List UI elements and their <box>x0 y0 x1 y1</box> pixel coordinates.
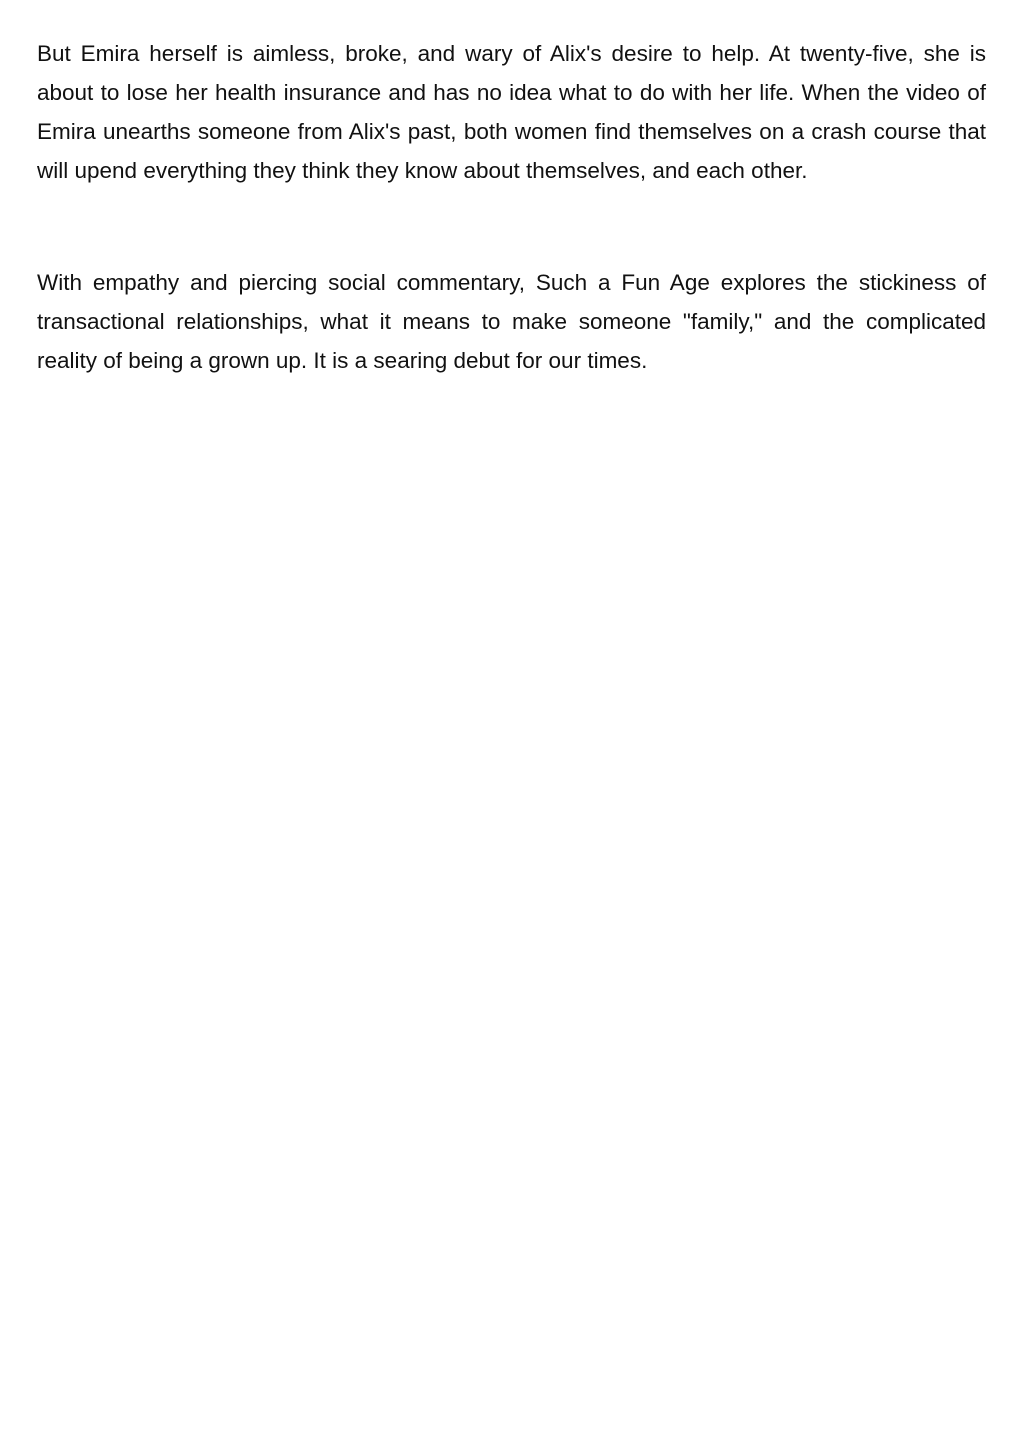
paragraph-emira-aimless: But Emira herself is aimless, broke, and wary of Alix's desire to help. At twenty-five, she is about to lose her health insurance and has no idea what to do with her life. When the video of Emira unearths someone from Alix's past, both women find themselves on a crash course that will upend everything they think they know about themselves, and each other. <box>37 41 986 183</box>
paragraph-social-commentary: With empathy and piercing social commentary, Such a Fun Age explores the stickiness of transactional relationships, what it means to make someone "family," and the complicated reality of being a grown up. It is a searing debut for our times. <box>37 270 986 373</box>
body-text <box>37 34 986 380</box>
